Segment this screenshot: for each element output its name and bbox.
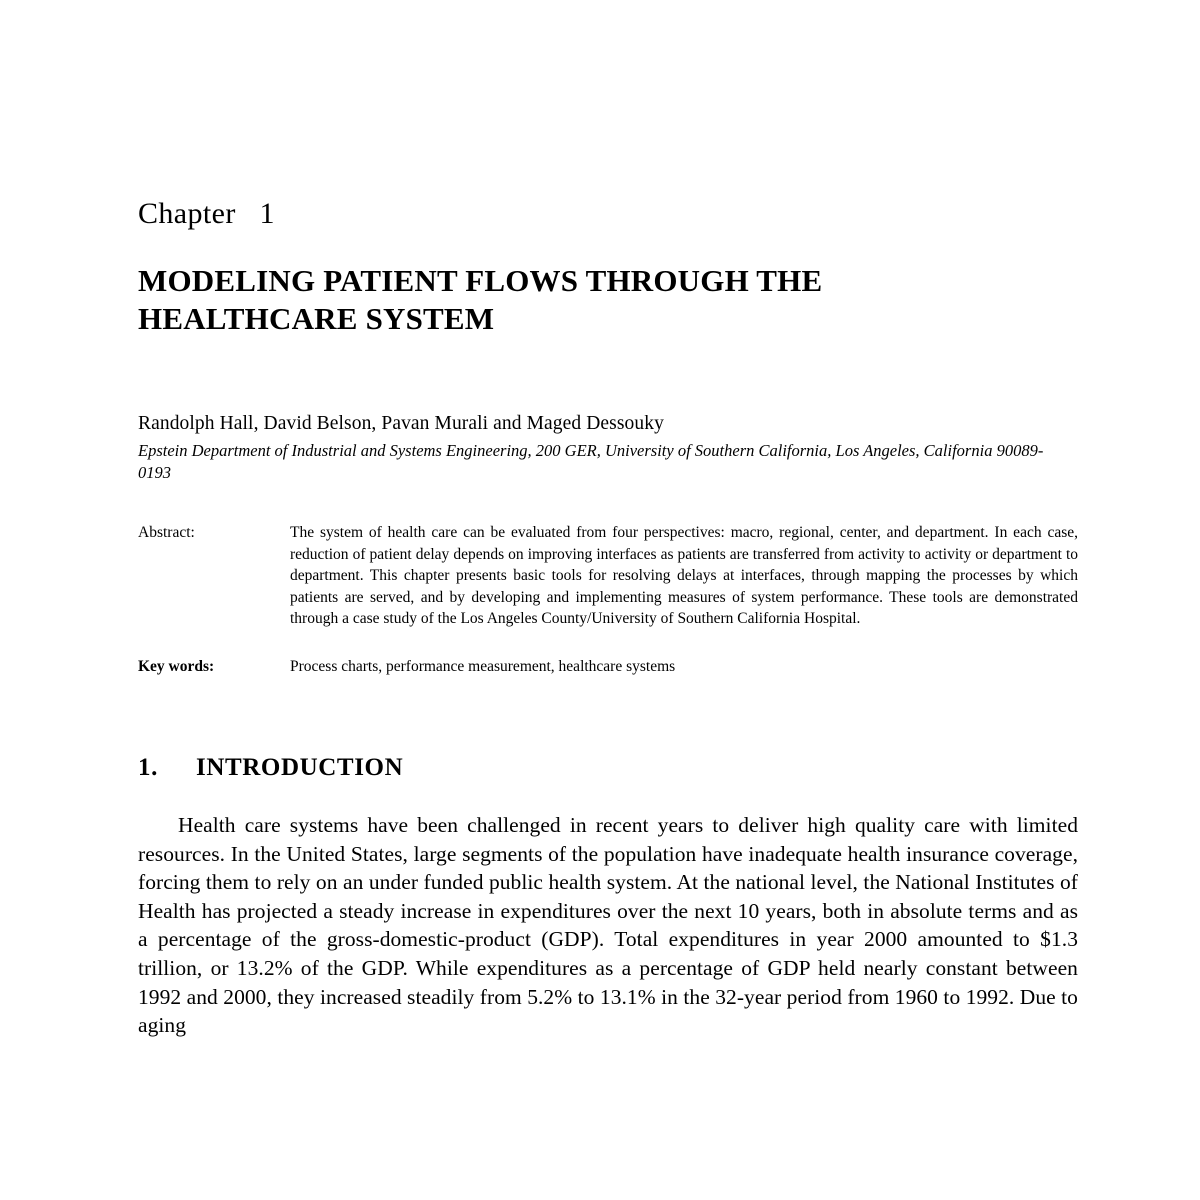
section-heading (138, 753, 1078, 783)
abstract-block (138, 522, 1078, 630)
keywords-text: Process charts, performance measurement, healthcare systems (290, 657, 676, 675)
keywords-block (138, 656, 1078, 678)
introduction-paragraph: Health care systems have been challenged in recent years to deliver high quality care with limited resources. In the United States, large segments of the population have inadequate health insurance coverage, forcing them to rely on an under funded public health system. At the national level, the National Institutes of Health has projected a steady increase in expenditures over the next 10 years, both in absolute terms and as a percentage of the gross-domestic-product (GDP). Total expenditures in year 2000 amounted to $1.3 trillion, or 13.2% of the GDP. While expenditures as a percentage of GDP held nearly constant between 1992 and 2000, they increased steadily from 5.2% to 13.1% in the 32-year period from 1960 to 1992. Due to aging (138, 813, 1078, 1038)
abstract-text: The system of health care can be evaluated from four perspectives: macro, regional, center, and department. In each case, reduction of patient delay depends on improving interfaces as patients are transferred from activity to activity or department to department. This chapter presents basic tools for resolving delays at interfaces, through mapping the processes by which patients are served, and by developing and implementing measures of system performance. These tools are demonstrated through a case study of the Los Angeles County/University of Southern California Hospital. (290, 524, 1078, 627)
chapter-line: Chapter 1 (138, 197, 275, 230)
page-content (138, 196, 1078, 1061)
keywords-label: Key words: (138, 657, 215, 675)
page-title: MODELING PATIENT FLOWS THROUGH THE HEALTHCARE SYSTEM (138, 263, 823, 336)
section-number: 1. (138, 754, 158, 781)
author-affiliation: Epstein Department of Industrial and Systems Engineering, 200 GER, University of Southern California, Los Angeles, California 90089-0193 (138, 441, 1044, 482)
author-list: Randolph Hall, David Belson, Pavan Murali and Maged Dessouky (138, 413, 664, 434)
section-title: INTRODUCTION (196, 754, 404, 781)
abstract-label: Abstract: (138, 524, 195, 541)
